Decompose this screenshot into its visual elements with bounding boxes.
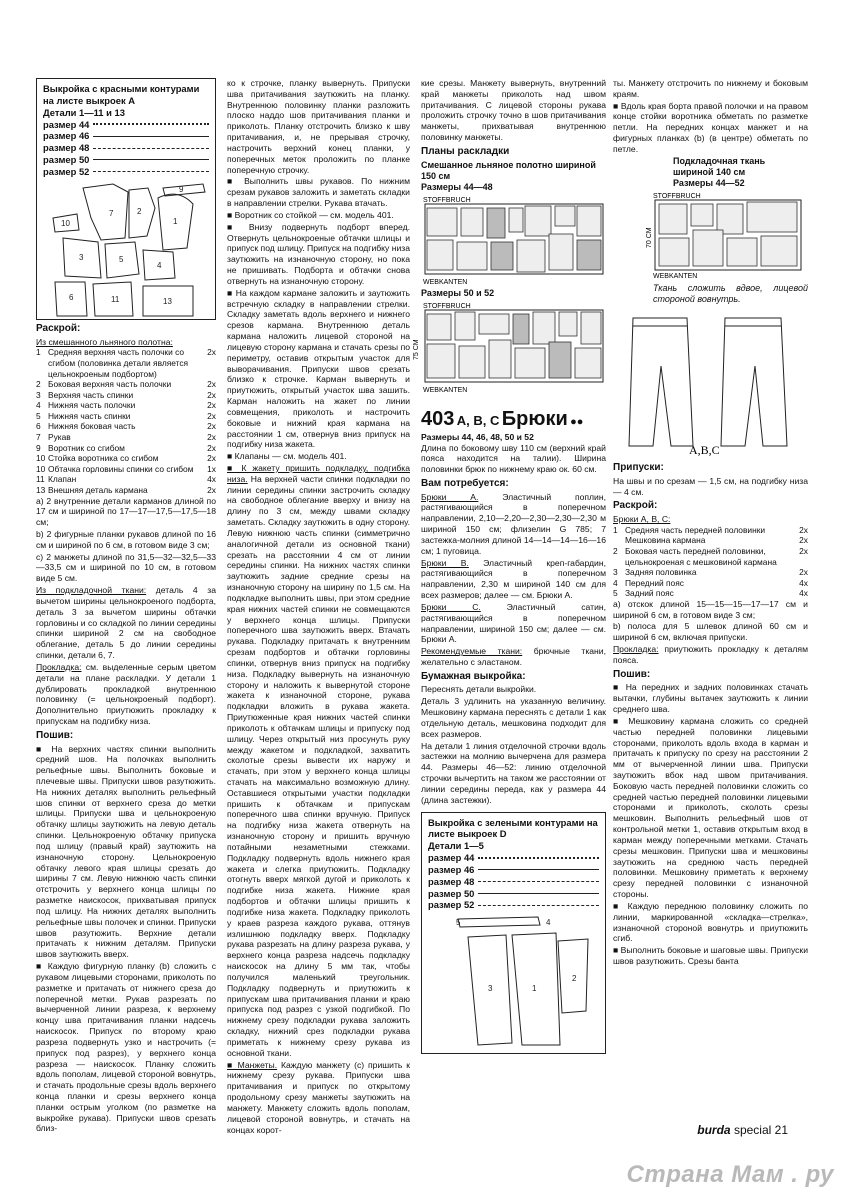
c4-sew-heading: Пошив: bbox=[613, 668, 651, 680]
column-3 bbox=[413, 78, 607, 1128]
pattern-box-d-title: Выкройка с зелеными контурами на листе выкроек D bbox=[428, 816, 598, 840]
d-size-row-48: размер 48 bbox=[428, 876, 599, 888]
paper-3: На детали 1 линия отделочной строчки вдоль застежки на молнию вычерчена для размера 44. Размеры 46—52: линию отделочной строчки вычертить на таком же расстоянии от линии середины переда, как у размера 44 (длина застежки). bbox=[421, 740, 606, 805]
pattern-box-d-parts: Детали 1—5 bbox=[428, 840, 484, 852]
svg-text:3: 3 bbox=[488, 984, 493, 994]
pattern-box-parts: Детали 1—11 и 13 bbox=[43, 106, 125, 118]
svg-text:STOFFBRUCH: STOFFBRUCH bbox=[423, 196, 471, 204]
detail-row: 9 Воротник со сгибом 2x bbox=[36, 442, 216, 453]
detail-row: 6 Нижняя боковая часть 2x bbox=[36, 421, 216, 432]
svg-text:4: 4 bbox=[546, 918, 551, 928]
c4-sew-1: ■ На передних и задних половинках стачать вытачки, глубины вытачек заутюжить к линии среднего шва. bbox=[613, 682, 808, 715]
detail-row: 4 Нижняя часть полочки 2x bbox=[36, 400, 216, 411]
detail-row: 10 Стойка воротника со сгибом 2x bbox=[36, 453, 216, 464]
c2-paragraph-4: ■ Внизу подвернуть подборт вперед. Отвернуть цельнокроеные обтачки шлицы и припуск под шлицу. Припуск на подгибку низа заутюжить на изнаночную сторону, но пока не пришивать. Подборта и обтачки снова отвернуть на изнаночную сторону. bbox=[227, 221, 410, 286]
lining-layout-plan bbox=[613, 190, 808, 280]
c4-sew-4: ■ Выполнить боковые и шаговые швы. Припуски швов разутюжить. Срезы банта bbox=[613, 945, 808, 967]
pattern-box-a bbox=[36, 78, 216, 320]
svg-text:7: 7 bbox=[109, 208, 114, 218]
svg-text:STOFFBRUCH: STOFFBRUCH bbox=[423, 302, 471, 310]
detail-row: 5 Задний пояс 4x bbox=[613, 588, 808, 599]
d-size-row-52: размер 52 bbox=[428, 899, 599, 911]
layout-plan-50-52 bbox=[413, 300, 606, 394]
svg-text:1: 1 bbox=[173, 216, 178, 226]
allowances-heading: Припуски: bbox=[613, 462, 664, 474]
length-info: Длина по боковому шву 110 см (верхний край пояса находится на талии). Ширина половинки брюк по нижнему краю ок. 60 см. bbox=[421, 442, 606, 475]
d-size-row-50: размер 50 bbox=[428, 888, 599, 900]
lining-fabric-title: Подкладочная ткань шириной 140 см bbox=[673, 155, 766, 178]
detail-row: 4 Передний пояс 4x bbox=[613, 577, 808, 588]
details-table-trousers bbox=[613, 525, 808, 599]
need-c: Брюки C. Эластичный сатин, растягивающийся в поперечном направлении, шириной 150 см; далее — см. Брюки A. bbox=[421, 601, 607, 645]
svg-text:5: 5 bbox=[456, 918, 461, 928]
recommended-fabrics: Рекомендуемые ткани: брючные ткани, желательно с эластаном. bbox=[421, 646, 606, 668]
svg-text:WEBKANTEN: WEBKANTEN bbox=[423, 278, 468, 286]
c4-sew-3: ■ Каждую переднюю половинку сложить по линии, маркированной «складка—стрелка», изнаночной стороной вовнутрь и приутюжить сгиб. bbox=[613, 900, 808, 944]
pattern-box-title: Выкройка с красными контурами на листе выкроек A bbox=[43, 83, 200, 106]
layout-plans-heading: Планы раскладки bbox=[421, 145, 510, 157]
c4-extra-b: b) полоса для 5 шлевок длиной 60 см и шириной 6 см, включая припуски. bbox=[613, 621, 808, 643]
sew-paragraph-2: ■ Каждую фигурную планку (b) сложить с рукавом лицевыми сторонами, приколоть по разметке и притачать от нижнего среза до поперечной метки. Рукав разрезать по вычерченной линии разреза, к верхнему концу шва притачивания планки надсечь наискосок. Припуск по второму краю разреза подвернуть узко и настрочить (= припуск под разрез), у верхнего конца разреза — наискосок. Планку сложить вдоль пополам, лицевой стороной вовнутрь, и стачать продольные срезы вдоль верхнего конца планки и срезы верхнего конца планки острым уголком (по разметке на выкройке рукава). Припуски швов срезать близ- bbox=[36, 961, 216, 1134]
svg-text:2: 2 bbox=[137, 206, 142, 216]
prokladka-paragraph: Прокладка: см. выделенные серым цветом детали на плане раскладки. У детали 1 дублировать прокладкой внутреннюю половинку (= цельнокроеный подборт). Дополнительно приутюжить прокладку к припускам на подгибку низа. bbox=[36, 661, 216, 727]
detail-row: 10 Обтачка горловины спинки со сгибом 1x bbox=[36, 463, 216, 474]
svg-text:70 CM: 70 CM bbox=[646, 227, 653, 248]
paper-2: Деталь 3 удлинить на указанную величину. Мешковину кармана переснять с детали 1 как отдельную деталь, мешковина подходит для всех размеров. bbox=[421, 696, 606, 739]
need-a: Брюки A. Эластичный поплин, растягивающийся в поперечном направлении, 2,10—2,20—2,30—2,30—2,30 м шириной 150 см; флизелин G 785; 7 застежка-молния длиной 14—14—14—16—16 см; 1 пуговица. bbox=[421, 491, 606, 556]
lining-sizes: Размеры 44—52 bbox=[673, 178, 745, 189]
svg-text:10: 10 bbox=[61, 218, 70, 228]
jacket-pattern-drawing bbox=[43, 178, 209, 320]
paper-pattern-heading: Бумажная выкройка: bbox=[421, 670, 526, 682]
detail-row: 11 Клапан 4x bbox=[36, 474, 216, 485]
sizes-a-label: Размеры 44—48 bbox=[421, 182, 493, 193]
size-row-52: размер 52 bbox=[43, 166, 209, 178]
detail-row: 3 Верхняя часть спинки 2x bbox=[36, 389, 216, 400]
c2-paragraph-7: ■ К жакету пришить подкладку, подгибка низа. На верхней части спинки подкладки по линии середины спинки застрочить складку на свободное облегание вверху и внизу на длину по 3 см, между швами складку заметать. Складку заутюжить в одну сторону. Левую нижнюю часть спинки (симметрично аналогичной детали из основной ткани) срезать на расстоянии 4 см от линии середины спинки. На нижних частях спинки заутюжить задние средние срезы на изнаночную сторону на ширину по 1,5 см. На подкладке выполнить швы, при этом средние края нижних частей спинки не совмещаются у верхнего конца шлицы. Припуски поперечного шва заутюжить вверх. Втачать рукава. Подкладку притачать к внутренним срезам подбортов и обтачки горловины спинки, отвернув вниз припуск на подгибку низа. Подкладку вывернуть на изнаночную сторону и наложить к вывернутой стороне жакета к изнаночной стороне, рукава подкладки вложить в рукава жакета. Приутюженные края нижних частей спинки приколоть к обтачкам шлицы и припуску под шлицу. Через открытый низ просунуть руку между жакетом и подкладкой, захватить сколотые срезы вывести их наружу и стачать, при этом у верхнего конца шлицы стачать на максимально возможную длину. Оставшиеся открытыми участки подкладки пришить к обтачкам и припускам поперечного шва спинки вручную. Припуск на подгибку низа жакета отвернуть на изнаночную сторону и пришить вручную потайными незаметными стежками. Подкладку подвернуть вдоль нижнего края жакета и слегка приутюжить. Подкладку отогнуть вверх мягкой дугой и приколоть к подгибке низа жакета. Нижние края подбортов и обтачки шлицы пришить к подгибке низа жакета. Подкладку приколоть у краев разреза каждого рукава, оттянув излишнюю подкладку вверх. Подкладку рукава разрезать на длину разреза рукава, у верхнего конца разреза надсечь подкладку наискосок на длину 5 мм так, чтобы получился маленький треугольник. Подкладку подвернуть и приутюжить к припускам шва притачивания планки и краю припуска под разрез с узкой подгибкой. По нижнему срезу подкладки рукава заложить складку, нижний срез подкладки рукава приметать к нижнему срезу рукава из основной ткани. bbox=[227, 462, 410, 1058]
model-sizes: Размеры 44, 46, 48, 50 и 52 bbox=[421, 431, 534, 442]
watermark: Страна Мам . ру bbox=[626, 1160, 834, 1188]
c4-prokladka: Прокладка: приутюжить прокладку к деталям пояса. bbox=[613, 644, 808, 665]
need-heading: Вам потребуется: bbox=[421, 478, 509, 490]
c2-paragraph-8: ■ Манжеты. Каждую манжету (c) пришить к нижнему срезу рукава. Припуски шва притачивания и припуск по открытому продольному срезу манжеты заутюжить на манжету. Манжету сложить вдоль пополам, лицевой стороной вовнутрь, и стачать на концах корот- bbox=[227, 1059, 411, 1135]
size-row-48: размер 48 bbox=[43, 142, 209, 154]
d-size-row-46: размер 46 bbox=[428, 864, 599, 876]
sew-paragraph-1: ■ На верхних частях спинки выполнить средний шов. На полочках выполнить рельефные швы. Выполнить боковые и плечевые швы. Припуски швов разутюжить. На нижних деталях выполнить рельефный шов спинки от верхнего среза до метки шлицы. Припуски шва и цельнокроеную обтачку шлицы заутюжить на левую деталь спинки. Цельнокроеную обтачку припуска под шлицу (правый край) заутюжить на изнаночную сторону. Цельнокроеную обтачку левого края шлицы срезать до ширины 7 см. Левую нижнюю часть спинки отстрочить у верхнего конца шлицы по разметке наискосок, прихватывая припуск под шлицу. На нижних деталях выполнить рельефные швы полочек и спинки. Припуски швов разутюжить. Верхние детали притачать к нижним деталям. Припуски швов заутюжить вверх. bbox=[36, 743, 216, 960]
paper-1: Переснять детали выкройки. bbox=[421, 684, 537, 695]
pattern-box-d bbox=[421, 812, 606, 1054]
detail-row: 5 Нижняя часть спинки 2x bbox=[36, 410, 216, 421]
d-size-row-44: размер 44 bbox=[428, 852, 599, 864]
layout-plan-44-48 bbox=[421, 194, 606, 286]
svg-text:11: 11 bbox=[111, 294, 120, 304]
detail-row: 2 Боковая часть передней половинки, цельнокроеная с мешковиной кармана 2x bbox=[613, 545, 808, 567]
model-title: 403 A, B, C Брюки ●● bbox=[421, 407, 584, 430]
detail-row: Мешковина кармана 2x bbox=[625, 535, 808, 546]
details-table-jacket bbox=[36, 347, 216, 495]
svg-text:6: 6 bbox=[69, 292, 74, 302]
page-footer bbox=[697, 1123, 788, 1138]
c2-paragraph-5: ■ На каждом кармане заложить и заутюжить встречную складку в направлении стрелки. Складку заметать вдоль верхнего и нижнего срезов кармана. Внутреннюю деталь кармана наложить лицевой стороной на лицевую сторону кармана и стачать срезы по периметру, оставив открытым участок для выворачивания. Припуски швов срезать близко к строчке. Карман вывернуть и приутюжить, открытый участок шва зашить. Карман наложить на жакет по линии совмещения, приколоть и настрочить боковые и нижний края кармана на расстоянии 1 см, отвернув вниз припуск на подгибку низа жакета. bbox=[227, 287, 410, 450]
lining-paragraph: Из подкладочной ткани: деталь 4 за вычетом ширины цельнокроеного подборта, деталь 3 за вычетом ширины обтачки горловины и со складкой по линии середины спинки шириной 2 см на свободное облегание, деталь 5 до линии середины спинки, детали 6, 7. bbox=[36, 585, 216, 661]
brand-logo: burda bbox=[697, 1122, 731, 1137]
need-b: Брюки B. Эластичный креп-габардин, растягивающийся в поперечном направлении, 2,30 м шириной 140 см для всех размеров; далее — см. Брюки A. bbox=[421, 557, 606, 601]
c3-paragraph-1: кие срезы. Манжету вывернуть, внутренний край манжеты приколоть над швом притачивания. С лицевой стороны рукава проложить строчку точно в шов притачивания манжеты, прихватывая внутреннюю половинку манжеты. bbox=[421, 78, 606, 143]
svg-text:13: 13 bbox=[163, 296, 172, 306]
svg-text:1: 1 bbox=[532, 984, 537, 994]
allowances-text: На швы и по срезам — 1,5 см, на подгибку низа — 4 см. bbox=[613, 475, 808, 497]
sew-heading: Пошив: bbox=[36, 729, 74, 741]
special-label: special bbox=[733, 1122, 772, 1137]
cut-heading: Раскрой: bbox=[36, 323, 81, 334]
size-row-46: размер 46 bbox=[43, 130, 209, 142]
c2-paragraph-3: ■ Воротник со стойкой — см. модель 401. bbox=[227, 209, 394, 220]
c2-paragraph-6: ■ Клапаны — см. модель 401. bbox=[227, 451, 347, 462]
detail-row: 7 Рукав 2x bbox=[36, 432, 216, 443]
c4-paragraph-1: ты. Манжету отстрочить по нижнему и боковым краям. bbox=[613, 78, 808, 99]
extra-b: b) 2 фигурные планки рукавов длиной по 16 см и шириной по 6 см, в готовом виде 3 см; bbox=[36, 529, 216, 550]
svg-text:2: 2 bbox=[572, 974, 577, 984]
svg-text:A,B,C: A,B,C bbox=[689, 443, 720, 458]
c2-paragraph-2: ■ Выполнить швы рукавов. По нижним срезам рукавов заложить и заметать складки в направлении стрелки. Рукава втачать. bbox=[227, 176, 410, 209]
fold-note: Ткань сложить вдвое, лицевой стороной вовнутрь. bbox=[653, 282, 808, 304]
fabric-title: Смешанное льняное полотно шириной 150 см bbox=[421, 159, 596, 181]
detail-row: 1 Средняя верхняя часть полочки со сгибом (половинка детали является цельнокроеным подбортом) 2x bbox=[36, 347, 216, 379]
svg-text:WEBKANTEN: WEBKANTEN bbox=[653, 272, 698, 280]
extra-a: а) 2 внутренние детали карманов длиной по 17 см и шириной по 17—17—17,5—17,5—18 см; bbox=[36, 495, 216, 528]
fabric-subheading: Из смешанного льняного полотна: bbox=[36, 336, 173, 347]
detail-row: 2 Боковая верхняя часть полочки 2x bbox=[36, 379, 216, 390]
trousers-illustration bbox=[613, 306, 808, 456]
c4-paragraph-2: ■ Вдоль края борта правой полочки и на правом конце стойки воротника обметать по разметке петли. На передних концах манжет и на фигурных планках (b) (в центре) обметать по петле. bbox=[613, 100, 808, 154]
size-row-50: размер 50 bbox=[43, 154, 209, 166]
size-row-44: размер 44 bbox=[43, 119, 209, 131]
column-2 bbox=[227, 78, 411, 1135]
page-number: 21 bbox=[774, 1122, 788, 1137]
column-1 bbox=[36, 78, 216, 1135]
c4-extra-a: а) отскок длиной 15—15—15—17—17 см и шириной 6 см, в готовом виде 3 см; bbox=[613, 598, 808, 620]
svg-text:STOFFBRUCH: STOFFBRUCH bbox=[653, 192, 701, 200]
svg-text:75 CM: 75 CM bbox=[413, 339, 420, 360]
extra-c: c) 2 манжеты длиной по 31,5—32—32,5—33—33,5 см и шириной по 10 см, в готовом виде 5 см. bbox=[36, 551, 216, 584]
detail-row: 13 Внешняя деталь кармана 2x bbox=[36, 484, 216, 495]
detail-row: 1 Средняя часть передней половинки 2x bbox=[613, 524, 808, 535]
c4-sew-2: ■ Мешковину кармана сложить со средней частью передней половинки лицевыми сторонами, приколоть вдоль входа в карман и притачать к припуску по срезу на расстоянии 2 мм от вычерченной линии шва. Припуски заутюжить вбок над швом притачивания. Боковую часть передней половинки сложить со средней частью передней половинки лицевыми сторонами и приколоть, сколоть срезы мешковин. Выполнить рельефный шов от контрольной метки 1, оставив открытым вход в карман между поперечными метками. Стачать срезы мешковин. Припуски шва и мешковины заутюжить на среднюю часть передней половинки. Мешковину приметать к верхнему срезу передней половинки с изнаночной стороны. bbox=[613, 715, 808, 900]
svg-text:4: 4 bbox=[157, 260, 162, 270]
svg-text:WEBKANTEN: WEBKANTEN bbox=[423, 386, 468, 394]
sizes-b-label: Размеры 50 и 52 bbox=[421, 288, 495, 299]
c4-cut-subheading: Брюки A, B, C: bbox=[613, 513, 671, 524]
detail-row: 3 Задняя половинка 2x bbox=[613, 567, 808, 578]
c2-paragraph-1: ко к строчке, планку вывернуть. Припуски шва притачивания заутюжить на планку. Внутреннюю половинку планки разложить плоско наддо шов притачивания планки и приколоть. Планку отстрочить близко к шву притачивания, и, не прерывая строчку, настрочить верхний конец планки, у поперечных меток проложить по планке поперечную строчку. bbox=[227, 78, 410, 175]
svg-text:9: 9 bbox=[179, 184, 184, 194]
column-4 bbox=[613, 78, 808, 1128]
trousers-pattern-drawing bbox=[428, 911, 598, 1051]
svg-text:5: 5 bbox=[119, 254, 124, 264]
c4-cut-heading: Раскрой: bbox=[613, 500, 658, 512]
svg-text:3: 3 bbox=[79, 252, 84, 262]
